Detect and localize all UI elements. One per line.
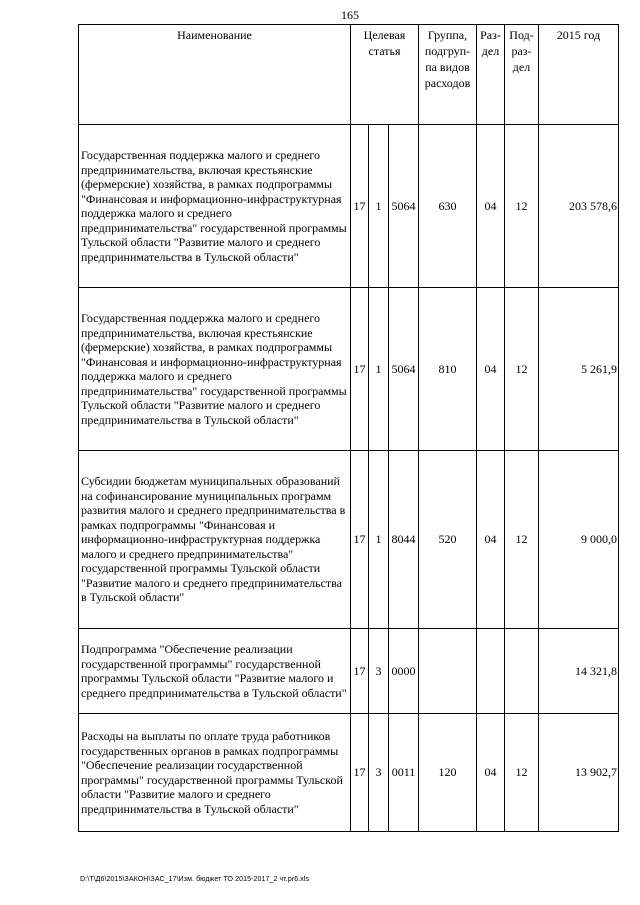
expense-group: 630 [419, 125, 477, 288]
subsection: 12 [505, 451, 539, 629]
header-row [79, 25, 619, 125]
article-code-2: 1 [369, 288, 389, 451]
row-name: Расходы на выплаты по оплате труда работников государственных органов в рамках подпрограммы "Обеспечение реализации государственной программы" государственной программы Тульской области "Развитие малого и среднего предпринимательства в Тульской области" [79, 714, 351, 832]
file-path-footer: D:\Т\Д6\2015\ЗАКОН\ЗАС_17\Изм. бюджет ТО 2015-2017_2 чт.рr6.xls [80, 876, 310, 883]
article-code-2: 3 [369, 629, 389, 714]
amount: 203 578,6 [539, 125, 619, 288]
expense-group [419, 629, 477, 714]
section: 04 [477, 451, 505, 629]
article-code-3: 5064 [389, 288, 419, 451]
expense-group: 120 [419, 714, 477, 832]
table-row [79, 629, 619, 714]
subsection [505, 629, 539, 714]
article-code-3: 8044 [389, 451, 419, 629]
amount: 5 261,9 [539, 288, 619, 451]
article-code-1: 17 [351, 451, 369, 629]
row-name: Государственная поддержка малого и среднего предпринимательства, включая крестьянские (фермерские) хозяйства, в рамках подпрограммы "Финансовая и информационно-инфраструктурная поддержка малого и среднего предпринимательства" государственной программы Тульской области "Развитие малого и среднего предпринимательства в Тульской области" [79, 288, 351, 451]
article-code-1: 17 [351, 629, 369, 714]
header-year: 2015 год [539, 25, 619, 125]
row-name: Подпрограмма "Обеспечение реализации государственной программы" государственной программы Тульской области "Развитие малого и среднего предпринимательства в Тульской области" [79, 629, 351, 714]
article-code-3: 0011 [389, 714, 419, 832]
section: 04 [477, 125, 505, 288]
article-code-1: 17 [351, 288, 369, 451]
table-row [79, 288, 619, 451]
amount: 13 902,7 [539, 714, 619, 832]
amount: 14 321,8 [539, 629, 619, 714]
subsection: 12 [505, 288, 539, 451]
budget-table [78, 24, 619, 832]
table-row [79, 714, 619, 832]
header-target-article: Целевая статья [351, 25, 419, 125]
header-subsection: Под-раз-дел [505, 25, 539, 125]
header-section: Раз-дел [477, 25, 505, 125]
table-row [79, 125, 619, 288]
row-name: Государственная поддержка малого и среднего предпринимательства, включая крестьянские (фермерские) хозяйства, в рамках подпрограммы "Финансовая и информационно-инфраструктурная поддержка малого и среднего предпринимательства" государственной программы Тульской области "Развитие малого и среднего предпринимательства в Тульской области" [79, 125, 351, 288]
article-code-1: 17 [351, 125, 369, 288]
section: 04 [477, 288, 505, 451]
expense-group: 810 [419, 288, 477, 451]
expense-group: 520 [419, 451, 477, 629]
table-row [79, 451, 619, 629]
header-group: Группа, подгруп-па видов расходов [419, 25, 477, 125]
header-name: Наименование [79, 25, 351, 125]
article-code-2: 1 [369, 125, 389, 288]
amount: 9 000,0 [539, 451, 619, 629]
row-name: Субсидии бюджетам муниципальных образований на софинансирование муниципальных программ развития малого и среднего предпринимательства в рамках подпрограммы "Финансовая и информационно-инфраструктурная поддержка малого и среднего предпринимательства" государственной программы Тульской области "Развитие малого и среднего предпринимательства в Тульской области" [79, 451, 351, 629]
section: 04 [477, 714, 505, 832]
article-code-3: 5064 [389, 125, 419, 288]
article-code-2: 1 [369, 451, 389, 629]
article-code-2: 3 [369, 714, 389, 832]
page-number: 165 [341, 8, 359, 22]
section [477, 629, 505, 714]
article-code-3: 0000 [389, 629, 419, 714]
subsection: 12 [505, 125, 539, 288]
article-code-1: 17 [351, 714, 369, 832]
subsection: 12 [505, 714, 539, 832]
